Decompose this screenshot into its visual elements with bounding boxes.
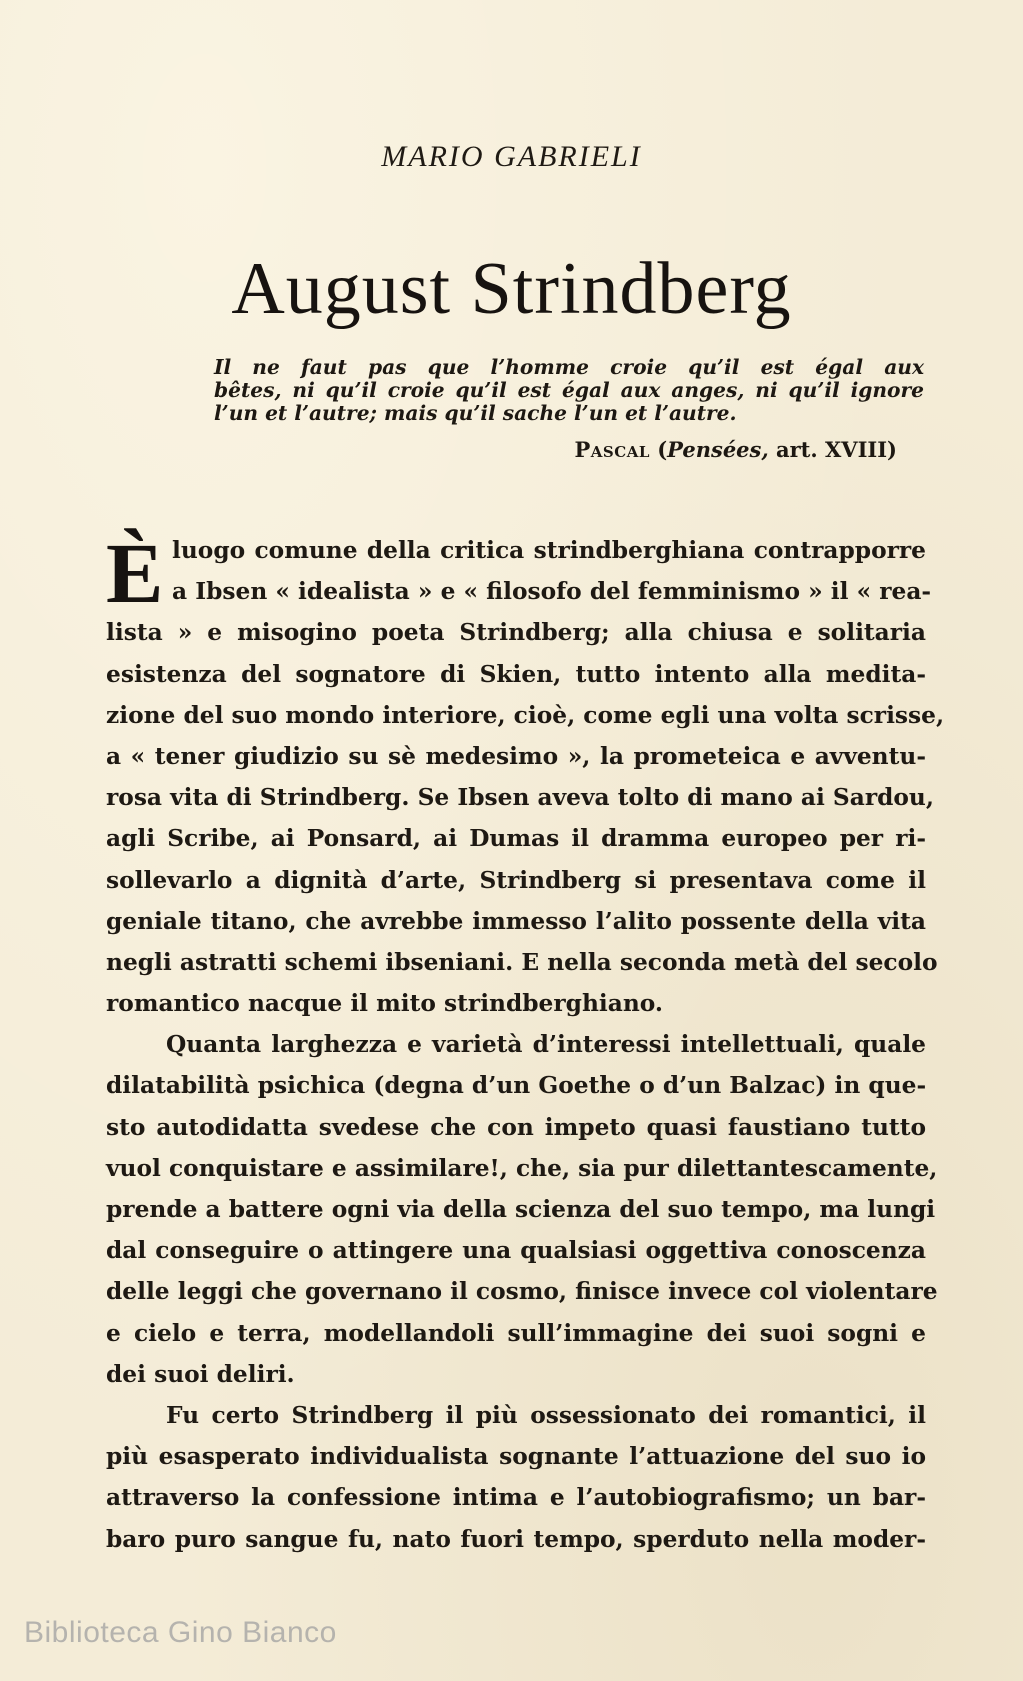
- text-line: dilatabilità psichica (degna d’un Goethe o d’un Balzac) in que-: [106, 1072, 927, 1100]
- text-line: Fu certo Strindberg il più ossessionato dei romantici, il: [166, 1401, 926, 1429]
- source-author: Pascal: [574, 437, 650, 462]
- text-line: prende a battere ogni via della scienza del suo tempo, ma lungi: [106, 1196, 936, 1223]
- text-line: lista » e misogino poeta Strindberg; alla chiusa e solitaria: [106, 619, 926, 647]
- source-work: Pensées,: [667, 437, 769, 462]
- text-line: delle leggi che governano il cosmo, finisce invece col violentare: [106, 1278, 938, 1306]
- article-body: [106, 525, 945, 1560]
- text-line: zione del suo mondo interiore, cioè, come egli una volta scrisse,: [106, 701, 945, 729]
- text-line: agli Scribe, ai Ponsard, ai Dumas il dramma europeo per ri-: [106, 825, 926, 853]
- source-reference: art. XVIII): [776, 437, 897, 462]
- text-line: dal conseguire o attingere una qualsiasi oggettiva conoscenza: [106, 1237, 926, 1265]
- library-watermark: Biblioteca Gino Bianco: [24, 1616, 337, 1649]
- text-line: baro puro sangue fu, nato fuori tempo, sperduto nella moder-: [106, 1525, 926, 1553]
- text-line: rosa vita di Strindberg. Se Ibsen aveva tolto di mano ai Sardou,: [106, 784, 934, 812]
- epigraph-line: l’un et l’autre; mais qu’il sache l’un et l’autre.: [214, 401, 737, 425]
- text-line: romantico nacque il mito strindberghiano.: [106, 990, 664, 1018]
- author-name: MARIO GABRIELI: [381, 140, 642, 173]
- epigraph-line: Il ne faut pas que l’homme croie qu’il est égal aux: [214, 355, 924, 379]
- text-line: sto autodidatta svedese che con impeto quasi faustiano tutto: [106, 1113, 926, 1141]
- text-line: Quanta larghezza e varietà d’interessi intellettuali, quale: [166, 1031, 926, 1059]
- text-line: a Ibsen « idealista » e « filosofo del femminismo » il « rea-: [172, 578, 932, 606]
- text-line: esistenza del sognatore di Skien, tutto intento alla medita-: [106, 660, 926, 688]
- epigraph-line: bêtes, ni qu’il croie qu’il est égal aux anges, ni qu’il ignore: [214, 378, 924, 402]
- epigraph-source: [0, 437, 897, 462]
- article-title: August Strindberg: [231, 248, 792, 330]
- epigraph: [214, 356, 924, 425]
- text-line: sollevarlo a dignità d’arte, Strindberg si presentava come il: [106, 866, 926, 894]
- text-line: e cielo e terra, modellandoli sull’immagine dei suoi sogni e: [106, 1319, 926, 1347]
- text-line: più esasperato individualista sognante l’attuazione del suo io: [106, 1443, 926, 1471]
- text-line: vuol conquistare e assimilare!, che, sia pur dilettantescamente,: [106, 1154, 938, 1182]
- text-line: luogo comune della critica strindberghiana contrapporre: [172, 537, 926, 564]
- text-line: attraverso la confessione intima e l’autobiografismo; un bar-: [106, 1484, 926, 1512]
- drop-cap: È: [106, 525, 164, 621]
- text-line: negli astratti schemi ibseniani. E nella seconda metà del secolo: [106, 948, 938, 976]
- text-line: dei suoi deliri.: [106, 1360, 295, 1388]
- text-line: a « tener giudizio su sè medesimo », la prometeica e avventu-: [106, 742, 926, 770]
- text-line: geniale titano, che avrebbe immesso l’alito possente della vita: [106, 907, 926, 935]
- source-open-paren: (: [657, 437, 668, 462]
